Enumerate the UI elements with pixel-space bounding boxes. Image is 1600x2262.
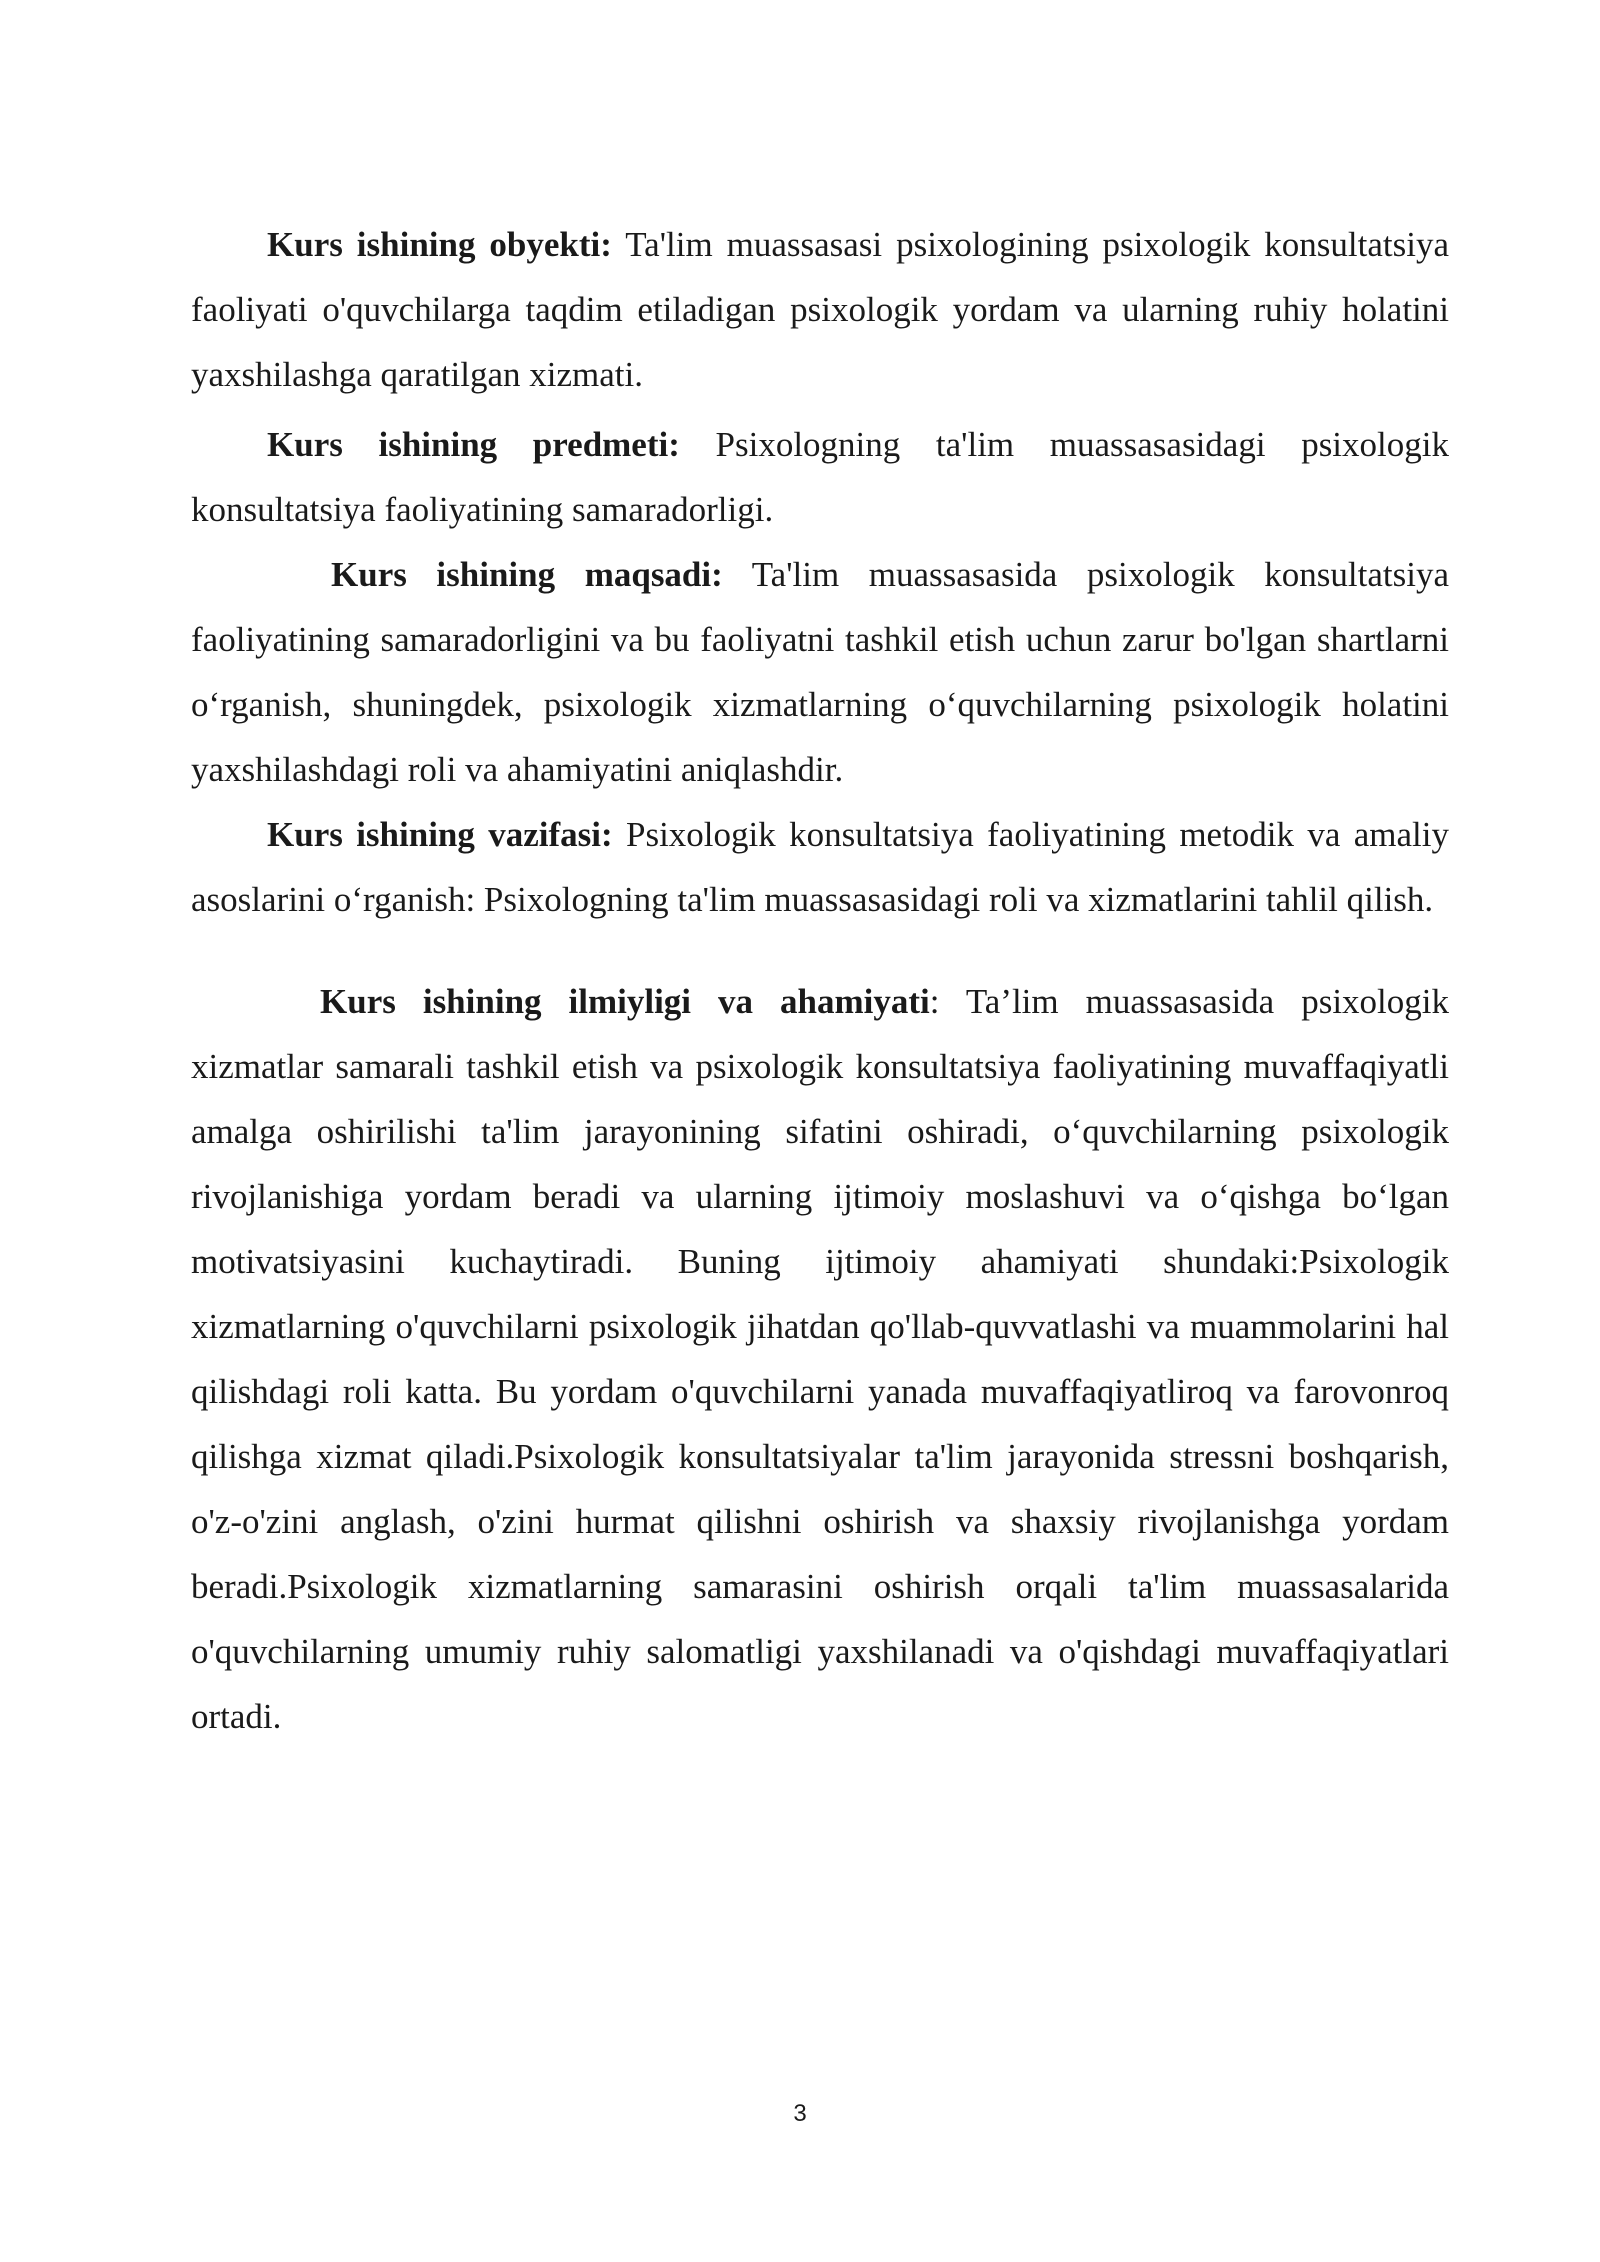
paragraph-text: Psixologning ta'lim muassasasidagi psixologik konsultatsiya faoliyatining samaradorligi. <box>191 425 1449 529</box>
paragraph-tasks <box>191 802 1449 932</box>
paragraph-label: Kurs ishining ilmiyligi va ahamiyati <box>320 982 930 1021</box>
paragraph-label: Kurs ishining maqsadi: <box>331 555 723 594</box>
document-body <box>191 212 1449 1749</box>
paragraph-text: Psixologik konsultatsiya faoliyatining metodik va amaliy asoslarini o‘rganish: Psixologning ta'lim muassasasidagi roli va xizmatlarini tahlil qilish. <box>191 815 1449 919</box>
paragraph-text: Ta'lim muassasasida psixologik konsultatsiya faoliyatining samaradorligini va bu faoliyatni tashkil etish uchun zarur bo'lgan shartlarni o‘rganish, shuningdek, psixologik xizmatlarning o‘quvchilarning psixologik holatini yaxshilashdagi roli va ahamiyatini aniqlashdir. <box>191 555 1449 789</box>
paragraph-subject <box>191 412 1449 542</box>
page-number: 3 <box>793 2100 807 2127</box>
paragraph-significance <box>191 969 1449 1749</box>
paragraph-label: Kurs ishining obyekti: <box>267 225 612 264</box>
paragraph-goal <box>191 542 1449 802</box>
paragraph-label: Kurs ishining vazifasi: <box>267 815 613 854</box>
paragraph-text: Ta'lim muassasasi psixologining psixologik konsultatsiya faoliyati o'quvchilarga taqdim etiladigan psixologik yordam va ularning ruhiy holatini yaxshilashga qaratilgan xizmati. <box>191 225 1449 394</box>
paragraph-object <box>191 212 1449 407</box>
paragraph-text: : Ta’lim muassasasida psixologik xizmatlar samarali tashkil etish va psixologik konsultatsiya faoliyatining muvaffaqiyatli amalga oshirilishi ta'lim jarayonining sifatini oshiradi, o‘quvchilarning psixologik rivojlanishiga yordam beradi va ularning ijtimoiy moslashuvi va o‘qishga bo‘lgan motivatsiyasini kuchaytiradi. Buning ijtimoiy ahamiyati shundaki:Psixologik xizmatlarning o'quvchilarni psixologik jihatdan qo'llab-quvvatlashi va muammolarini hal qilishdagi roli katta. Bu yordam o'quvchilarni yanada muvaffaqiyatliroq va farovonroq qilishga xizmat qiladi.Psixologik konsultatsiyalar ta'lim jarayonida stressni boshqarish, o'z-o'zini anglash, o'zini hurmat qilishni oshirish va shaxsiy rivojlanishga yordam beradi.Psixologik xizmatlarning samarasini oshirish orqali ta'lim muassasalarida o'quvchilarning umumiy ruhiy salomatligi yaxshilanadi va o'qishdagi muvaffaqiyatlari ortadi. <box>191 982 1449 1736</box>
paragraph-label: Kurs ishining predmeti: <box>267 425 680 464</box>
